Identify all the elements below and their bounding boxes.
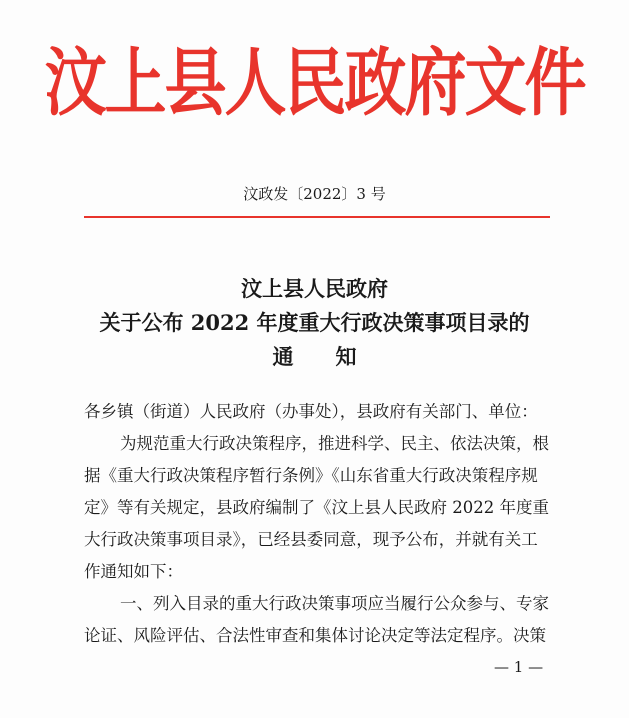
title-line-2: 关于公布 2022 年度重大行政决策事项目录的 (99, 310, 530, 335)
document-number: 汶政发〔2022〕3 号 (243, 185, 386, 203)
masthead-title: 汶上县人民政府文件 (44, 39, 585, 126)
body-text-line: 大行政决策事项目录》，已经县委同意，现予公布，并就有关工 (84, 530, 538, 549)
body-text-line: 定》等有关规定，县政府编制了《汶上县人民政府 2022 年度重 (84, 498, 549, 517)
red-separator-line (84, 216, 550, 218)
body-text-line: 据《重大行政决策程序暂行条例》《山东省重大行政决策程序规 (84, 466, 538, 485)
body-text-line: 为规范重大行政决策程序，推进科学、民主、依法决策，根 (120, 434, 549, 453)
title-line-1: 汶上县人民政府 (241, 276, 388, 301)
title-line-3: 通知 (272, 344, 399, 369)
body-text-line: 一、列入目录的重大行政决策事项应当履行公众参与、专家 (120, 594, 549, 613)
page-number: — 1 — (494, 658, 544, 676)
body-text-line: 论证、风险评估、合法性审查和集体讨论决定等法定程序。决策 (84, 626, 546, 645)
addressee-line: 各乡镇（街道）人民政府（办事处），县政府有关部门、单位： (84, 402, 538, 421)
body-text-line: 作通知如下： (84, 562, 183, 581)
